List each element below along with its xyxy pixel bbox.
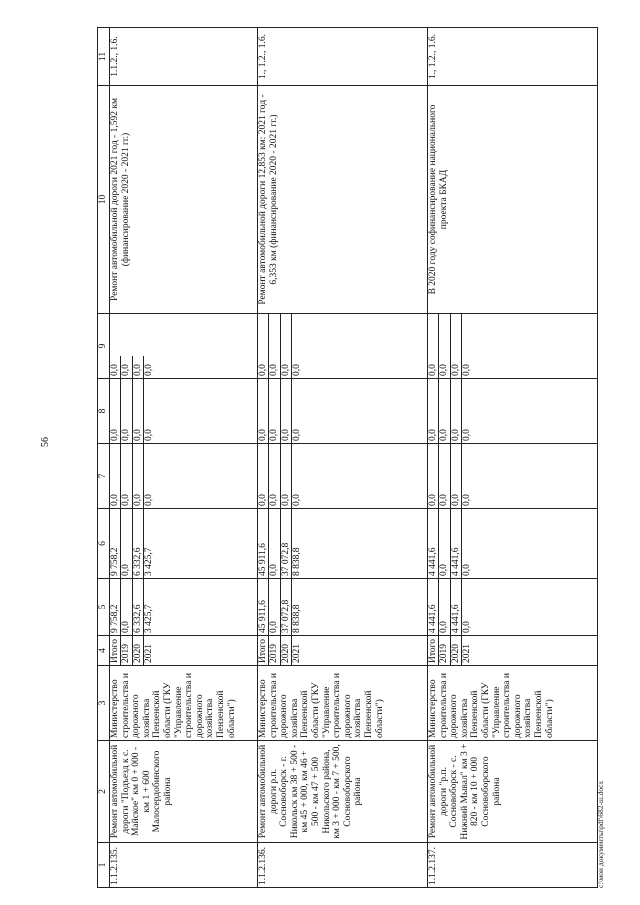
row-years <box>110 636 258 666</box>
value-cell: 0,0 <box>132 356 143 378</box>
year-cell: 2019 <box>439 636 450 665</box>
row-col8 <box>428 379 598 444</box>
row-name: Ремонт автомобильной дороги "Подъезд к с. Майское" км 0 + 000 - км 1 + 600 Малосердобинского района <box>110 741 258 843</box>
value-cell: 4 441,6 <box>428 579 439 635</box>
value-cell: 0,0 <box>450 314 461 378</box>
value-cell: 0,0 <box>428 379 439 443</box>
header-col-1: 1 <box>98 843 110 888</box>
row-col6-regional <box>428 509 598 579</box>
row-number: 1.1.2.137. <box>428 843 598 888</box>
value-cell: 45 911,6 <box>258 509 269 578</box>
value-cell: 0,0 <box>292 494 303 506</box>
value-cell: 4 441,6 <box>428 509 439 578</box>
value-cell: 0,0 <box>428 444 439 508</box>
row-col9 <box>110 314 258 379</box>
value-cell: 0,0 <box>110 444 121 508</box>
value-cell: 6 332,6 <box>132 509 143 578</box>
value-cell: 0,0 <box>462 429 473 441</box>
footer-file-path: c:\мои документы\pdf\682-ш.docx <box>596 780 605 888</box>
value-cell: 0,0 <box>144 429 155 441</box>
row-col7 <box>428 444 598 509</box>
year-cell: Итого <box>110 636 121 665</box>
row-executor: Министерство строительства и дорожного хозяйства Пензенской области (ГКУ "Управление строительства и дорожного хозяйства Пензенской области") <box>428 666 598 741</box>
row-col7 <box>110 444 258 509</box>
value-cell: 4 441,6 <box>450 509 461 578</box>
row-col5-total <box>258 579 428 636</box>
value-cell: 0,0 <box>132 444 143 508</box>
row-col9 <box>428 314 598 379</box>
header-col-7: 7 <box>98 444 110 509</box>
row-col8 <box>258 379 428 444</box>
header-col-11: 11 <box>98 28 110 86</box>
year-cell: 2021 <box>144 644 155 663</box>
value-cell: 0,0 <box>280 314 291 378</box>
row-indicators: 1.1.2., 1.6. <box>110 28 258 86</box>
value-cell: 8 838,8 <box>292 547 303 576</box>
value-cell: 8 838,8 <box>292 604 303 633</box>
value-cell: 0,0 <box>439 314 450 378</box>
row-col6-regional <box>110 509 258 579</box>
value-cell: 0,0 <box>121 579 132 635</box>
value-cell: 6 332,6 <box>132 579 143 635</box>
value-cell: 37 072,8 <box>280 579 291 635</box>
program-table <box>97 27 598 888</box>
year-cell: 2019 <box>269 636 280 665</box>
header-col-4: 4 <box>98 636 110 666</box>
table-row <box>428 28 598 888</box>
year-cell: Итого <box>428 636 439 665</box>
value-cell: 9 758,2 <box>110 579 121 635</box>
value-cell: 9 758,2 <box>110 509 121 578</box>
value-cell: 0,0 <box>292 429 303 441</box>
value-cell: 0,0 <box>132 379 143 443</box>
value-cell: 0,0 <box>269 509 280 578</box>
row-col8 <box>110 379 258 444</box>
header-row <box>98 28 110 888</box>
table-row <box>110 28 258 888</box>
value-cell: 0,0 <box>258 379 269 443</box>
value-cell: 3 425,7 <box>144 547 155 576</box>
row-years <box>428 636 598 666</box>
value-cell: 0,0 <box>258 444 269 508</box>
document-table-rotated <box>97 28 598 888</box>
value-cell: 3 425,7 <box>144 604 155 633</box>
year-cell: 2020 <box>280 636 291 665</box>
year-cell: 2019 <box>121 636 132 665</box>
value-cell: 0,0 <box>121 509 132 578</box>
value-cell: 0,0 <box>280 444 291 508</box>
row-col5-total <box>428 579 598 636</box>
row-result: В 2020 году софинансирование национального проекта БКАД <box>428 86 598 314</box>
value-cell: 0,0 <box>144 494 155 506</box>
value-cell: 0,0 <box>258 314 269 378</box>
row-result: Ремонт автомобильной дороги 2021 год - 1,592 км (финансирование 2020 - 2021 гг.) <box>110 86 258 314</box>
value-cell: 0,0 <box>121 356 132 378</box>
row-number: 1.1.2.136. <box>258 843 428 888</box>
header-col-3: 3 <box>98 666 110 741</box>
value-cell: 0,0 <box>269 314 280 378</box>
row-name: Ремонт автомобильной дороги "р.п. Сосновоборск - с. Нижний Мывал" км 3 + 820 - км 10 + 000 Сосновоборского района <box>428 741 598 843</box>
row-years <box>258 636 428 666</box>
table-row <box>258 28 428 888</box>
year-cell: 2021 <box>292 644 303 663</box>
header-col-8: 8 <box>98 379 110 444</box>
value-cell: 0,0 <box>269 379 280 443</box>
row-col5-total <box>110 579 258 636</box>
header-col-6: 6 <box>98 509 110 579</box>
value-cell: 0,0 <box>450 444 461 508</box>
row-executor: Министерство строительства и дорожного хозяйства Пензенской области (ГКУ "Управление строительства и дорожного хозяйства Пензенской области") <box>110 666 258 741</box>
value-cell: 37 072,8 <box>280 509 291 578</box>
value-cell: 0,0 <box>121 379 132 443</box>
value-cell: 45 911,6 <box>258 579 269 635</box>
value-cell: 0,0 <box>110 356 121 378</box>
value-cell: 0,0 <box>439 379 450 443</box>
row-col6-regional <box>258 509 428 579</box>
value-cell: 0,0 <box>144 364 155 376</box>
value-cell: 0,0 <box>462 564 473 576</box>
value-cell: 0,0 <box>269 579 280 635</box>
value-cell: 0,0 <box>439 579 450 635</box>
header-col-5: 5 <box>98 579 110 636</box>
page-number: 56 <box>40 437 51 447</box>
value-cell: 0,0 <box>280 379 291 443</box>
year-cell: 2020 <box>450 636 461 665</box>
value-cell: 0,0 <box>462 494 473 506</box>
row-executor: Министерство строительства и дорожного хозяйства Пензенской области (ГКУ "Управление строительства и дорожного хозяйства Пензенской области") <box>258 666 428 741</box>
year-cell: 2020 <box>132 636 143 665</box>
value-cell: 0,0 <box>450 379 461 443</box>
value-cell: 4 441,6 <box>450 579 461 635</box>
header-col-10: 10 <box>98 86 110 314</box>
value-cell: 0,0 <box>292 364 303 376</box>
value-cell: 0,0 <box>269 444 280 508</box>
value-cell: 0,0 <box>462 621 473 633</box>
value-cell: 0,0 <box>439 509 450 578</box>
header-col-9: 9 <box>98 314 110 379</box>
row-indicators: 1., 1.2., 1.6. <box>258 28 428 86</box>
row-col7 <box>258 444 428 509</box>
row-result: Ремонт автомобильной дороги 12,853 км: 2021 год - 6,353 км (финансирование 2020 - 2021 гг.) <box>258 86 428 314</box>
header-col-2: 2 <box>98 741 110 843</box>
value-cell: 0,0 <box>428 314 439 378</box>
row-indicators: 1., 1.2., 1.6. <box>428 28 598 86</box>
year-cell: 2021 <box>462 644 473 663</box>
value-cell: 0,0 <box>110 379 121 443</box>
value-cell: 0,0 <box>439 444 450 508</box>
value-cell: 0,0 <box>121 444 132 508</box>
value-cell: 0,0 <box>462 364 473 376</box>
row-col9 <box>258 314 428 379</box>
row-number: 1.1.2.135. <box>110 843 258 888</box>
year-cell: Итого <box>258 636 269 665</box>
row-name: Ремонт автомобильной дороги р.п. Сосновоборск - г. Никольск км 38 + 500 - км 45 + 000, км 46 + 500 - км 47 + 500 Никольского района, км 3 + 000 - км 7 + 500, Сосновоборского района <box>258 741 428 843</box>
